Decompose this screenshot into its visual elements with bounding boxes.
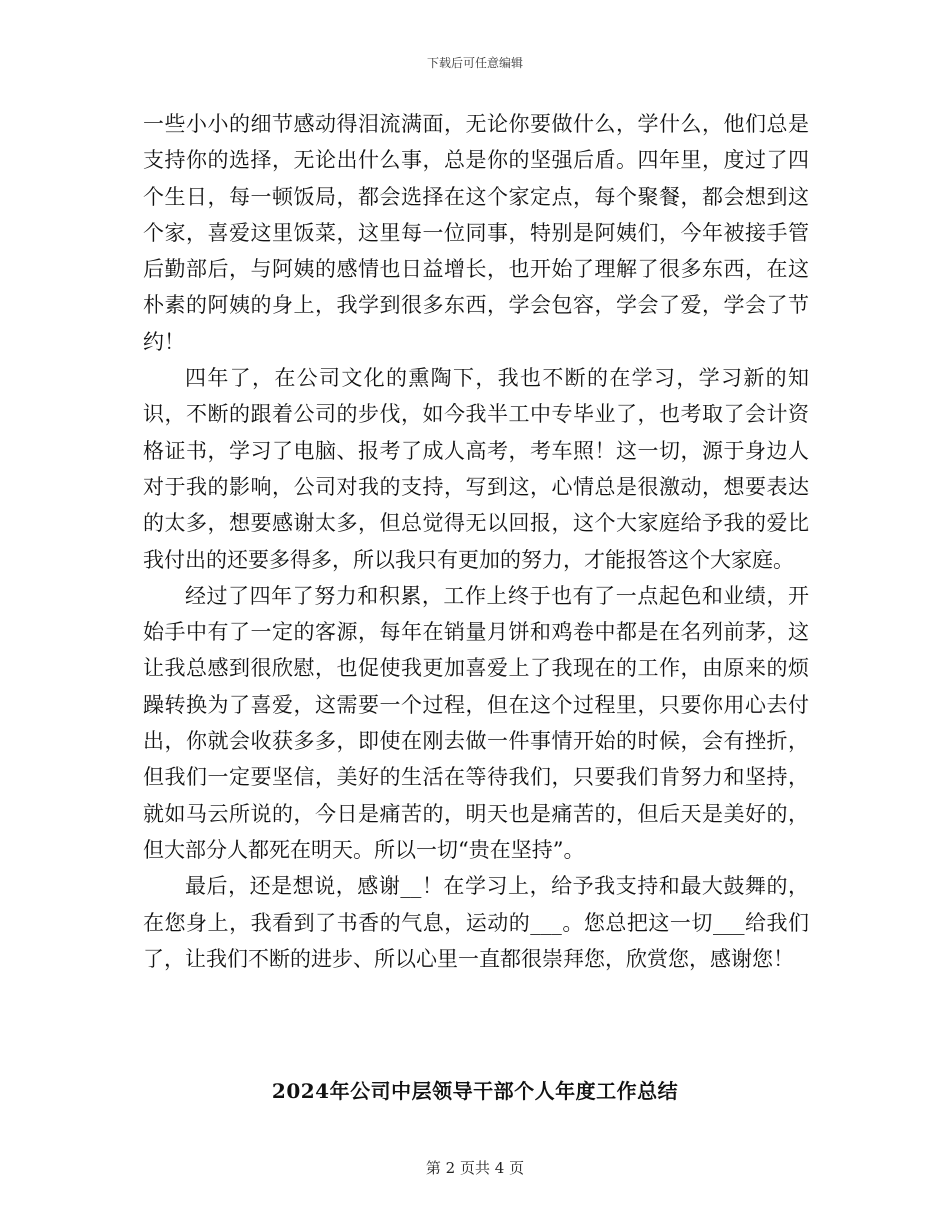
paragraph-3: 经过了四年了努力和积累，工作上终于也有了一点起色和业绩，开始手中有了一定的客源，每年在销量月饼和鸡卷中都是在名列前茅，这让我总感到很欣慰，也促使我更加喜爱上了我现在的工作，由原来的烦躁转换为了喜爱，这需要一个过程，但在这个过程里，只要你用心去付出，你就会收获多多，即使在刚去做一件事情开始的时候，会有挫折，但我们一定要坚信，美好的生活在等待我们，只要我们肯努力和坚持，就如马云所说的，今日是痛苦的，明天也是痛苦的，但后天是美好的，但大部分人都死在明天。所以一切“贵在坚持”。 bbox=[143, 583, 809, 862]
page-footer: 第 2 页共 4 页 bbox=[425, 1159, 525, 1177]
page-header: 下载后可任意编辑 bbox=[426, 56, 523, 70]
paragraph-4: 最后，还是想说，感谢__！在学习上，给予我支持和最大鼓舞的，在您身上，我看到了书香的气息，运动的___。您总把这一切___给我们了，让我们不断的进步、所以心里一直都很崇拜您，欣赏您，感谢您！ bbox=[143, 874, 809, 971]
section-title: 2024年公司中层领导干部个人年度工作总结 bbox=[271, 1079, 679, 1103]
document-body bbox=[143, 106, 809, 977]
paragraph-1: 一些小小的细节感动得泪流满面，无论你要做什么，学什么，他们总是支持你的选择，无论出什么事，总是你的坚强后盾。四年里，度过了四个生日，每一顿饭局，都会选择在这个家定点，每个聚餐，都会想到这个家，喜爱这里饭菜，这里每一位同事，特别是阿姨们，今年被接手管后勤部后，与阿姨的感情也日益增长，也开始了理解了很多东西，在这朴素的阿姨的身上，我学到很多东西，学会包容，学会了爱，学会了节约！ bbox=[143, 112, 809, 354]
paragraph-2: 四年了，在公司文化的熏陶下，我也不断的在学习，学习新的知识，不断的跟着公司的步伐，如今我半工中专毕业了，也考取了会计资格证书，学习了电脑、报考了成人高考，考车照！这一切，源于身边人对于我的影响，公司对我的支持，写到这，心情总是很激动，想要表达的太多，想要感谢太多，但总觉得无以回报，这个大家庭给予我的爱比我付出的还要多得多，所以我只有更加的努力，才能报答这个大家庭。 bbox=[143, 366, 809, 572]
